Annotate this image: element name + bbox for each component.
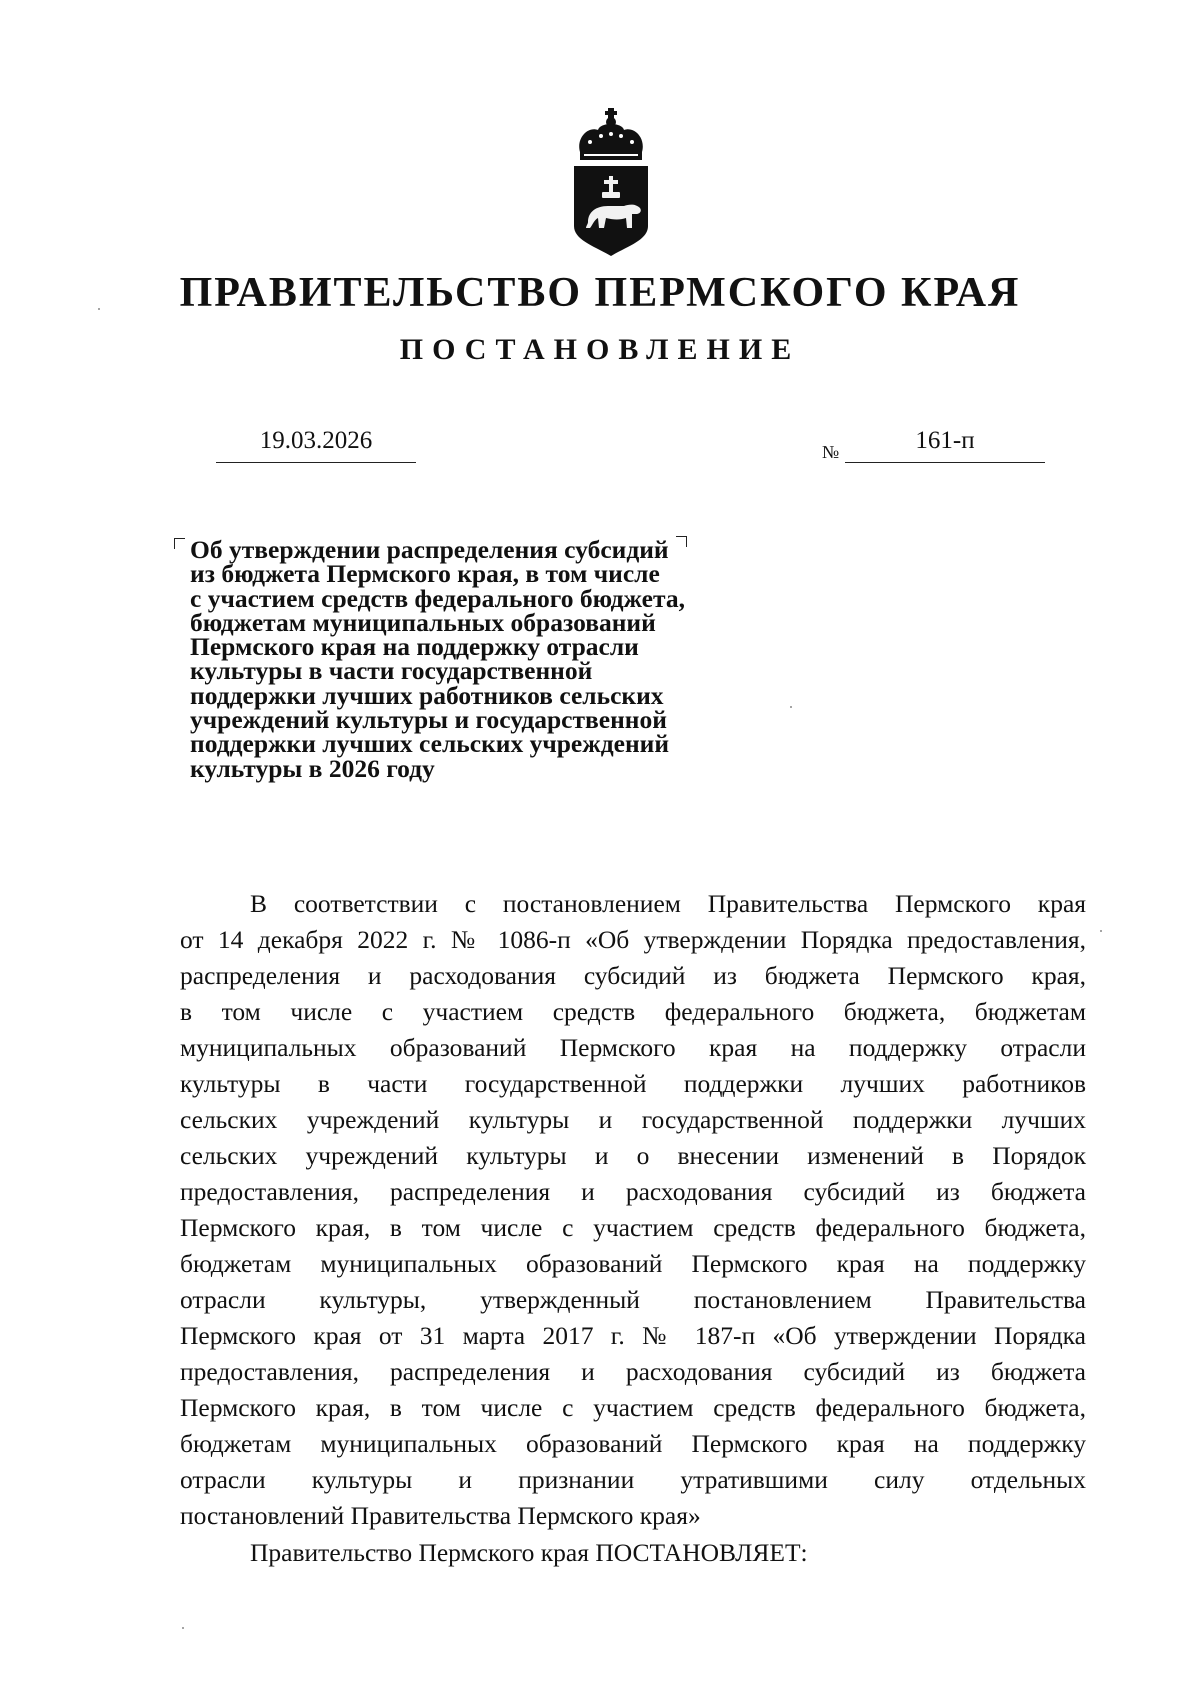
body-line: бюджетам муниципальных образований Пермского края на поддержку	[180, 1249, 1086, 1278]
subject-line: бюджетам муниципальных образований	[190, 607, 656, 637]
number-underline	[845, 462, 1045, 463]
body-line: Пермского края, в том числе с участием средств федерального бюджета,	[180, 1393, 1086, 1422]
body-line: В соответствии с постановлением Правительства Пермского края	[250, 889, 1086, 918]
body-line: культуры в части государственной поддержки лучших работников	[180, 1069, 1086, 1098]
subject-line: Об утверждении распределения субсидий	[190, 535, 669, 564]
body-line: распределения и расходования субсидий из бюджета Пермского края,	[180, 961, 1086, 990]
subject-line: учреждений культуры и государственной	[190, 705, 667, 735]
body-line: постановлений Правительства Пермского края»	[180, 1501, 701, 1530]
scan-speck	[98, 308, 100, 310]
body-line: муниципальных образований Пермского края на поддержку отрасли	[180, 1033, 1086, 1062]
body-line: от 14 декабря 2022 г. № 1086-п «Об утверждении Порядка предоставления,	[180, 925, 1086, 954]
resolves-clause: Правительство Пермского края ПОСТАНОВЛЯЕТ:	[250, 1538, 808, 1567]
body-line: предоставления, распределения и расходования субсидий из бюджета	[180, 1177, 1086, 1206]
document-type: ПОСТАНОВЛЕНИЕ	[399, 333, 801, 366]
scan-speck	[182, 1627, 184, 1629]
subject-line: поддержки лучших работников сельских	[190, 680, 664, 710]
coat-of-arms-icon	[566, 108, 656, 258]
body-line: отрасли культуры и признании утратившими силу отдельных	[180, 1465, 1086, 1494]
document-subject	[190, 535, 770, 783]
body-line: Пермского края, в том числе с участием средств федерального бюджета,	[180, 1213, 1086, 1242]
body-line: Пермского края от 31 марта 2017 г. № 187-п «Об утверждении Порядка	[180, 1321, 1086, 1350]
body-line: отрасли культуры, утвержденный постановлением Правительства	[180, 1285, 1086, 1314]
document-number: 161-п	[915, 427, 975, 454]
subject-line: поддержки лучших сельских учреждений	[190, 729, 670, 759]
subject-line: культуры в 2026 году	[190, 753, 435, 783]
body-line: сельских учреждений культуры и государственной поддержки лучших	[180, 1105, 1086, 1134]
scan-speck	[790, 706, 792, 708]
preamble-paragraph	[180, 886, 1086, 1534]
scan-speck	[1100, 930, 1102, 932]
body-line: предоставления, распределения и расходования субсидий из бюджета	[180, 1357, 1086, 1386]
subject-line: Пермского края на поддержку отрасли	[190, 632, 639, 662]
document-date: 19.03.2026	[259, 427, 373, 454]
subject-line: культуры в части государственной	[190, 656, 593, 686]
body-line: в том числе с участием средств федерального бюджета, бюджетам	[180, 997, 1086, 1026]
subject-corner-left	[174, 538, 185, 549]
body-line: сельских учреждений культуры и о внесении изменений в Порядок	[180, 1141, 1086, 1170]
date-underline	[216, 462, 416, 463]
number-sign: №	[822, 442, 840, 462]
subject-line: из бюджета Пермского края, в том числе	[190, 559, 660, 589]
organization-title: ПРАВИТЕЛЬСТВО ПЕРМСКОГО КРАЯ	[179, 270, 1021, 316]
body-line: бюджетам муниципальных образований Пермского края на поддержку	[180, 1429, 1086, 1458]
subject-line: с участием средств федерального бюджета,	[190, 583, 685, 613]
